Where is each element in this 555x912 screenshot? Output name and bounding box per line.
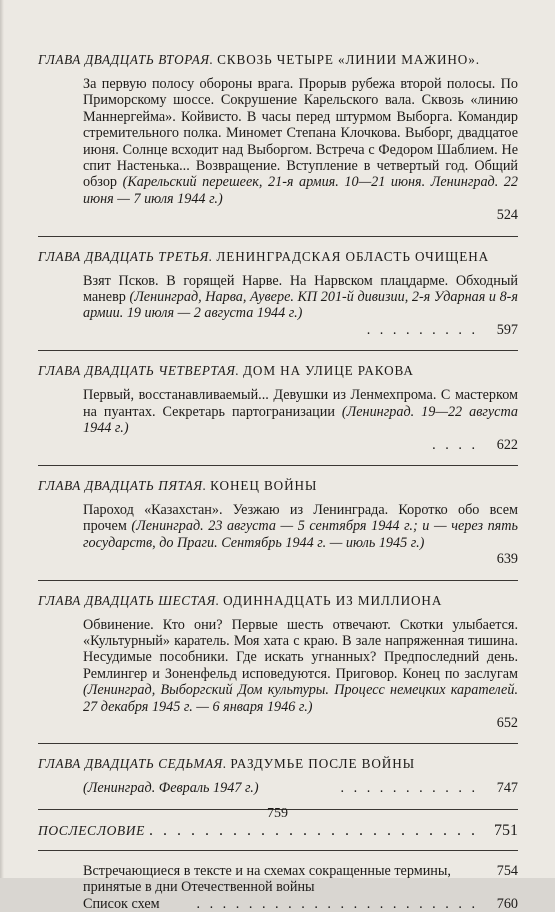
divider bbox=[38, 850, 518, 851]
page-ref: 760 bbox=[496, 895, 518, 912]
afterword-title: ПОСЛЕСЛОВИЕ bbox=[38, 822, 145, 838]
chapter-entry bbox=[38, 52, 518, 224]
leader-dots: . . . . bbox=[432, 436, 478, 453]
chapter-text: За первую полосу обороны врага. Прорыв рубежа второй полосы. По Приморскому шоссе. Сокрушение Карельского вала. Сквозь «линию Маннергейма». Койвисто. В часы перед штурмом Выборга. Командир стремительного полка. Миномет Степана Клочкова. Выборг, двадцатое июня. Солнце всходит над Выборгом. Встреча с Федором Шаблием. Не спит Настенька... Возвращение. Вступление в четвертый год. Общий обзор bbox=[83, 76, 518, 191]
chapter-entry bbox=[38, 249, 518, 339]
chapter-title: РАЗДУМЬЕ ПОСЛЕ ВОЙНЫ bbox=[230, 756, 416, 772]
chapter-note: (Ленинград. Февраль 1947 г.) bbox=[83, 780, 259, 797]
page-ref-row bbox=[83, 780, 518, 796]
chapter-text: Пароход «Казахстан». Уезжаю из Ленинграда. Коротко обо всем прочем bbox=[83, 501, 518, 535]
appendix-list bbox=[83, 863, 518, 912]
leader-dots: . . . . . . . . . . . . . . . . . . . . . . . . bbox=[149, 821, 478, 839]
appendix-item bbox=[83, 896, 518, 912]
page-ref-row bbox=[83, 322, 518, 338]
leader-dots: . . . . . . . . . bbox=[366, 321, 478, 338]
page-ref: 524 bbox=[496, 207, 518, 224]
chapter-text: Взят Псков. В горящей Нарве. На Нарвском плацдарме. Обходный маневр bbox=[83, 272, 518, 306]
page-ref: 754 bbox=[496, 862, 518, 879]
chapter-note: (Ленинград, Выборгский Дом культуры. Процесс немецких карателей. 27 декабря 1945 г. — 6 января 1946 г.) bbox=[83, 682, 518, 715]
appendix-item bbox=[83, 863, 518, 896]
appendix-text: Список схем bbox=[83, 895, 160, 912]
chapter-label: ГЛАВА ДВАДЦАТЬ ПЯТАЯ. bbox=[38, 477, 207, 493]
chapter-summary bbox=[83, 273, 518, 339]
chapter-heading bbox=[38, 363, 518, 379]
chapter-title: СКВОЗЬ ЧЕТЫРЕ «ЛИНИИ МАЖИНО». bbox=[217, 52, 480, 67]
chapter-summary bbox=[83, 617, 518, 732]
chapter-heading bbox=[38, 756, 518, 772]
chapter-label: ГЛАВА ДВАДЦАТЬ ЧЕТВЕРТАЯ. bbox=[38, 363, 240, 379]
divider bbox=[38, 236, 518, 237]
leader-dots: . . . . . . . . . . . . . . . . . . . . . . bbox=[196, 895, 478, 912]
page-ref: 652 bbox=[496, 714, 518, 731]
chapter-note: (Карельский перешеек, 21-я армия. 10—21 июня. Ленинград. 22 июня — 7 июля 1944 г.) bbox=[83, 174, 518, 207]
chapter-note: (Ленинград. 19—22 августа 1944 г.) bbox=[83, 403, 518, 437]
chapter-label: ГЛАВА ДВАДЦАТЬ ТРЕТЬЯ. bbox=[38, 248, 213, 264]
chapter-title: КОНЕЦ ВОЙНЫ bbox=[210, 477, 318, 493]
chapter-note: (Ленинград, Нарва, Аувере. КП 201-й дивизии, 2-я Ударная и 8-я армии. 19 июля — 2 августа 1944 г.) bbox=[83, 289, 518, 322]
leader-dots: . . . . . . . . . . . bbox=[340, 780, 478, 797]
chapter-heading bbox=[38, 52, 518, 68]
chapter-heading bbox=[38, 478, 518, 494]
chapter-summary bbox=[83, 76, 518, 224]
page-ref-row bbox=[83, 437, 518, 453]
chapter-text: Первый, восстанавливаемый... Девушки из Ленмехпрома. С мастерком на пуантах. Секретарь партогранизации bbox=[83, 387, 518, 420]
table-of-contents bbox=[38, 52, 518, 912]
chapter-entry bbox=[38, 593, 518, 732]
chapter-summary bbox=[83, 502, 518, 568]
chapter-heading bbox=[38, 593, 518, 609]
divider bbox=[38, 465, 518, 466]
page-ref: 639 bbox=[496, 551, 518, 568]
chapter-title: ОДИННАДЦАТЬ ИЗ МИЛЛИОНА bbox=[223, 592, 443, 608]
page-ref: 751 bbox=[494, 821, 518, 839]
page-ref-row bbox=[83, 207, 518, 223]
chapter-title: ДОМ НА УЛИЦЕ РАКОВА bbox=[243, 363, 414, 379]
chapter-summary bbox=[83, 780, 518, 796]
page-ref-row bbox=[83, 715, 518, 731]
chapter-label: ГЛАВА ДВАДЦАТЬ СЕДЬМАЯ. bbox=[38, 756, 227, 772]
chapter-text: Обвинение. Кто они? Первые шесть отвечают. Скотки улыбается. «Культурный» каратель. Моя хата с краю. В зале напряженная тишина. Несудимые пособники. Где искать угнанных? Предпоследний день. Ремлингер и Зоненфельд исповедуются. Приговор. Конец по заслугам bbox=[83, 616, 518, 682]
chapter-entry bbox=[38, 363, 518, 453]
divider bbox=[38, 580, 518, 581]
chapter-note: (Ленинград. 23 августа — 5 сентября 1944 г.; и — через пять государств, до Праги. Сентябрь 1944 г. — июль 1945 г.) bbox=[83, 518, 518, 551]
page-ref: 747 bbox=[496, 780, 518, 797]
page-ref: 622 bbox=[496, 436, 518, 453]
chapter-title: ЛЕНИНГРАДСКАЯ ОБЛАСТЬ ОЧИЩЕНА bbox=[216, 248, 490, 264]
chapter-entry bbox=[38, 756, 518, 796]
appendix-text: Встречающиеся в тексте и на схемах сокращенные термины, принятые в дни Отечественной войны bbox=[83, 862, 451, 896]
page-ref: 597 bbox=[496, 321, 518, 338]
divider bbox=[38, 743, 518, 744]
page-number: 759 bbox=[267, 806, 288, 821]
chapter-heading bbox=[38, 249, 518, 265]
divider bbox=[38, 350, 518, 351]
afterword-entry bbox=[38, 822, 518, 840]
chapter-label: ГЛАВА ДВАДЦАТЬ ШЕСТАЯ. bbox=[38, 592, 220, 608]
page-ref-row bbox=[83, 551, 518, 567]
chapter-entry bbox=[38, 478, 518, 568]
chapter-label: ГЛАВА ДВАДЦАТЬ ВТОРАЯ. bbox=[38, 52, 214, 67]
chapter-summary bbox=[83, 387, 518, 453]
